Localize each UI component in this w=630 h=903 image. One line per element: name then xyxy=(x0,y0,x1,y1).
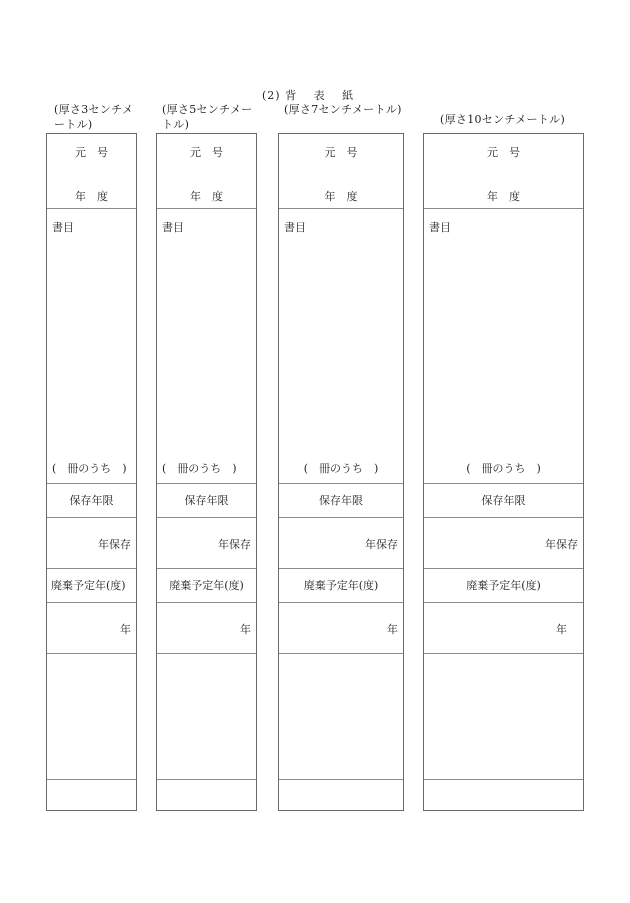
retention-period-value: 年保存 xyxy=(47,517,136,568)
disposal-year-value: 年 xyxy=(47,602,136,653)
retention-period-label: 保存年限 xyxy=(424,483,583,517)
spine-caption-10cm: (厚さ10センチメートル) xyxy=(440,113,566,126)
footer-field xyxy=(424,779,583,810)
fiscal-year-field: 年 度 xyxy=(75,190,108,203)
disposal-year-label: 廃棄予定年(度) xyxy=(157,568,256,602)
spine-caption-3cm: (厚さ3センチメートル) xyxy=(54,103,134,131)
spine-label-10cm xyxy=(423,133,584,811)
retention-period-label: 保存年限 xyxy=(279,483,403,517)
blank-field xyxy=(279,653,403,779)
page-title: (2) 背 表 紙 xyxy=(262,89,355,102)
volume-count-field: ( 冊のうち ) xyxy=(162,462,237,475)
era-field: 元 号 xyxy=(75,146,108,159)
spine-label-3cm xyxy=(46,133,137,811)
fiscal-year-field: 年 度 xyxy=(487,190,520,203)
contents-field: 書目 xyxy=(279,208,403,483)
blank-field xyxy=(424,653,583,779)
era-field: 元 号 xyxy=(324,146,358,159)
disposal-year-label: 廃棄予定年(度) xyxy=(279,568,403,602)
blank-field xyxy=(47,653,136,779)
retention-period-value: 年保存 xyxy=(279,517,403,568)
contents-field: 書目 xyxy=(157,208,256,483)
retention-period-value: 年保存 xyxy=(157,517,256,568)
retention-period-label: 保存年限 xyxy=(47,483,136,517)
era-field: 元 号 xyxy=(190,146,223,159)
disposal-year-label: 廃棄予定年(度) xyxy=(424,568,583,602)
fiscal-year-field: 年 度 xyxy=(324,190,358,203)
era-field: 元 号 xyxy=(487,146,520,159)
footer-field xyxy=(47,779,136,810)
spine-label-7cm xyxy=(278,133,404,811)
volume-count-field: ( 冊のうち ) xyxy=(303,462,379,475)
volume-count-field: ( 冊のうち ) xyxy=(52,462,127,475)
volume-count-field: ( 冊のうち ) xyxy=(466,462,541,475)
spine-caption-7cm: (厚さ7センチメートル) xyxy=(284,103,402,116)
contents-field: 書目 xyxy=(424,208,583,483)
fiscal-year-field: 年 度 xyxy=(190,190,223,203)
footer-field xyxy=(279,779,403,810)
disposal-year-value: 年 xyxy=(279,602,403,653)
retention-period-value: 年保存 xyxy=(424,517,583,568)
blank-field xyxy=(157,653,256,779)
disposal-year-label: 廃棄予定年(度) xyxy=(47,568,136,602)
spine-caption-5cm: (厚さ5センチメートル) xyxy=(162,103,253,131)
disposal-year-value: 年 xyxy=(424,602,583,653)
footer-field xyxy=(157,779,256,810)
retention-period-label: 保存年限 xyxy=(157,483,256,517)
spine-label-5cm xyxy=(156,133,257,811)
contents-field: 書目 xyxy=(47,208,136,483)
disposal-year-value: 年 xyxy=(157,602,256,653)
